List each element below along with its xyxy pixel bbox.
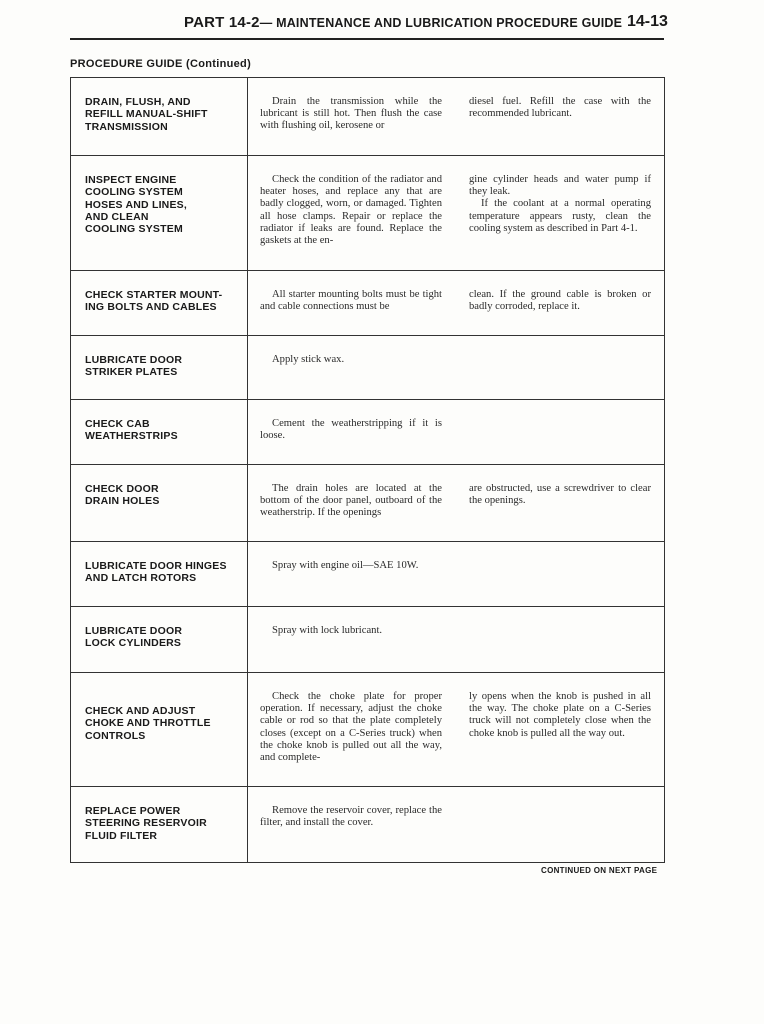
table-row bbox=[71, 465, 664, 542]
table-row bbox=[71, 673, 664, 787]
table-row bbox=[71, 542, 664, 607]
column-divider bbox=[247, 400, 248, 464]
header-subtitle: — MAINTENANCE AND LUBRICATION PROCEDURE GUIDE bbox=[259, 16, 623, 30]
procedure-text-col1: All starter mounting bolts must be tight and cable connections must be bbox=[260, 289, 442, 313]
column-divider bbox=[247, 78, 248, 155]
continued-note: CONTINUED ON NEXT PAGE bbox=[541, 866, 658, 875]
procedure-text-col1: Spray with lock lubricant. bbox=[272, 625, 383, 636]
table-row bbox=[71, 787, 664, 863]
procedure-text-col1: Apply stick wax. bbox=[272, 354, 345, 365]
column-divider bbox=[247, 336, 248, 399]
procedure-title: LUBRICATE DOOR HINGES AND LATCH ROTORS bbox=[85, 560, 227, 585]
procedure-text-col1: The drain holes are located at the bottom of the door panel, outboard of the weatherstrip. If the openings bbox=[260, 483, 442, 519]
page-header bbox=[184, 14, 664, 31]
table-row bbox=[71, 271, 664, 336]
table-row bbox=[71, 400, 664, 465]
page-number: 14-13 bbox=[627, 13, 668, 30]
procedure-text-col1: Check the condition of the radiator and heater hoses, and replace any that are badly clogged, worn, or damaged. Tighten all hose clamps. Repair or replace the radiator if leaks are found. Replace the gaskets at the en- bbox=[260, 174, 442, 247]
column-divider bbox=[247, 673, 248, 786]
procedure-title: LUBRICATE DOOR LOCK CYLINDERS bbox=[85, 625, 183, 650]
header-rule bbox=[70, 38, 664, 40]
procedure-text-col1: Cement the weatherstripping if it is loose. bbox=[260, 418, 442, 442]
procedure-title: CHECK STARTER MOUNT- ING BOLTS AND CABLES bbox=[85, 289, 223, 314]
procedure-text-col2: gine cylinder heads and water pump if they leak. If the coolant at a normal operating temperature appears rusty, clean the cooling system as described in Part 4-1. bbox=[469, 174, 651, 234]
procedure-title: REPLACE POWER STEERING RESERVOIR FLUID FILTER bbox=[85, 805, 207, 842]
procedure-title: CHECK CAB WEATHERSTRIPS bbox=[85, 418, 178, 443]
procedure-text-col1: Drain the transmission while the lubricant is still hot. Then flush the case with flushing oil, kerosene or bbox=[260, 96, 442, 132]
procedure-title: CHECK AND ADJUST CHOKE AND THROTTLE CONTROLS bbox=[85, 705, 211, 742]
section-title: PROCEDURE GUIDE (Continued) bbox=[70, 58, 252, 70]
column-divider bbox=[247, 787, 248, 862]
procedure-title: INSPECT ENGINE COOLING SYSTEM HOSES AND LINES, AND CLEAN COOLING SYSTEM bbox=[85, 174, 187, 236]
procedure-title: LUBRICATE DOOR STRIKER PLATES bbox=[85, 354, 183, 379]
column-divider bbox=[247, 271, 248, 335]
procedure-text-col2: are obstructed, use a screwdriver to clear the openings. bbox=[469, 483, 651, 507]
procedure-text-col1: Spray with engine oil—SAE 10W. bbox=[272, 560, 419, 571]
procedure-text-col2: clean. If the ground cable is broken or badly corroded, replace it. bbox=[469, 289, 651, 313]
procedure-text-col1: Check the choke plate for proper operation. If necessary, adjust the choke cable or rod so that the plate completely closes (except on a C-Series truck) when the choke knob is pulled out all the way, and complete- bbox=[260, 691, 442, 764]
table-row bbox=[71, 607, 664, 673]
column-divider bbox=[247, 465, 248, 541]
column-divider bbox=[247, 607, 248, 672]
procedure-title: CHECK DOOR DRAIN HOLES bbox=[85, 483, 160, 508]
procedure-text-col2: diesel fuel. Refill the case with the recommended lubricant. bbox=[469, 96, 651, 120]
column-divider bbox=[247, 156, 248, 270]
procedure-text-col1: Remove the reservoir cover, replace the filter, and install the cover. bbox=[260, 805, 442, 829]
procedure-text-col2: ly opens when the knob is pushed in all the way. The choke plate on a C-Series truck will not completely close when the choke knob is pulled all the way out. bbox=[469, 691, 651, 739]
table-row bbox=[71, 78, 664, 156]
procedure-title: DRAIN, FLUSH, AND REFILL MANUAL-SHIFT TRANSMISSION bbox=[85, 96, 208, 133]
part-label: PART 14-2 bbox=[184, 14, 260, 31]
column-divider bbox=[247, 542, 248, 606]
procedure-table bbox=[70, 77, 665, 863]
table-row bbox=[71, 156, 664, 271]
table-row bbox=[71, 336, 664, 400]
